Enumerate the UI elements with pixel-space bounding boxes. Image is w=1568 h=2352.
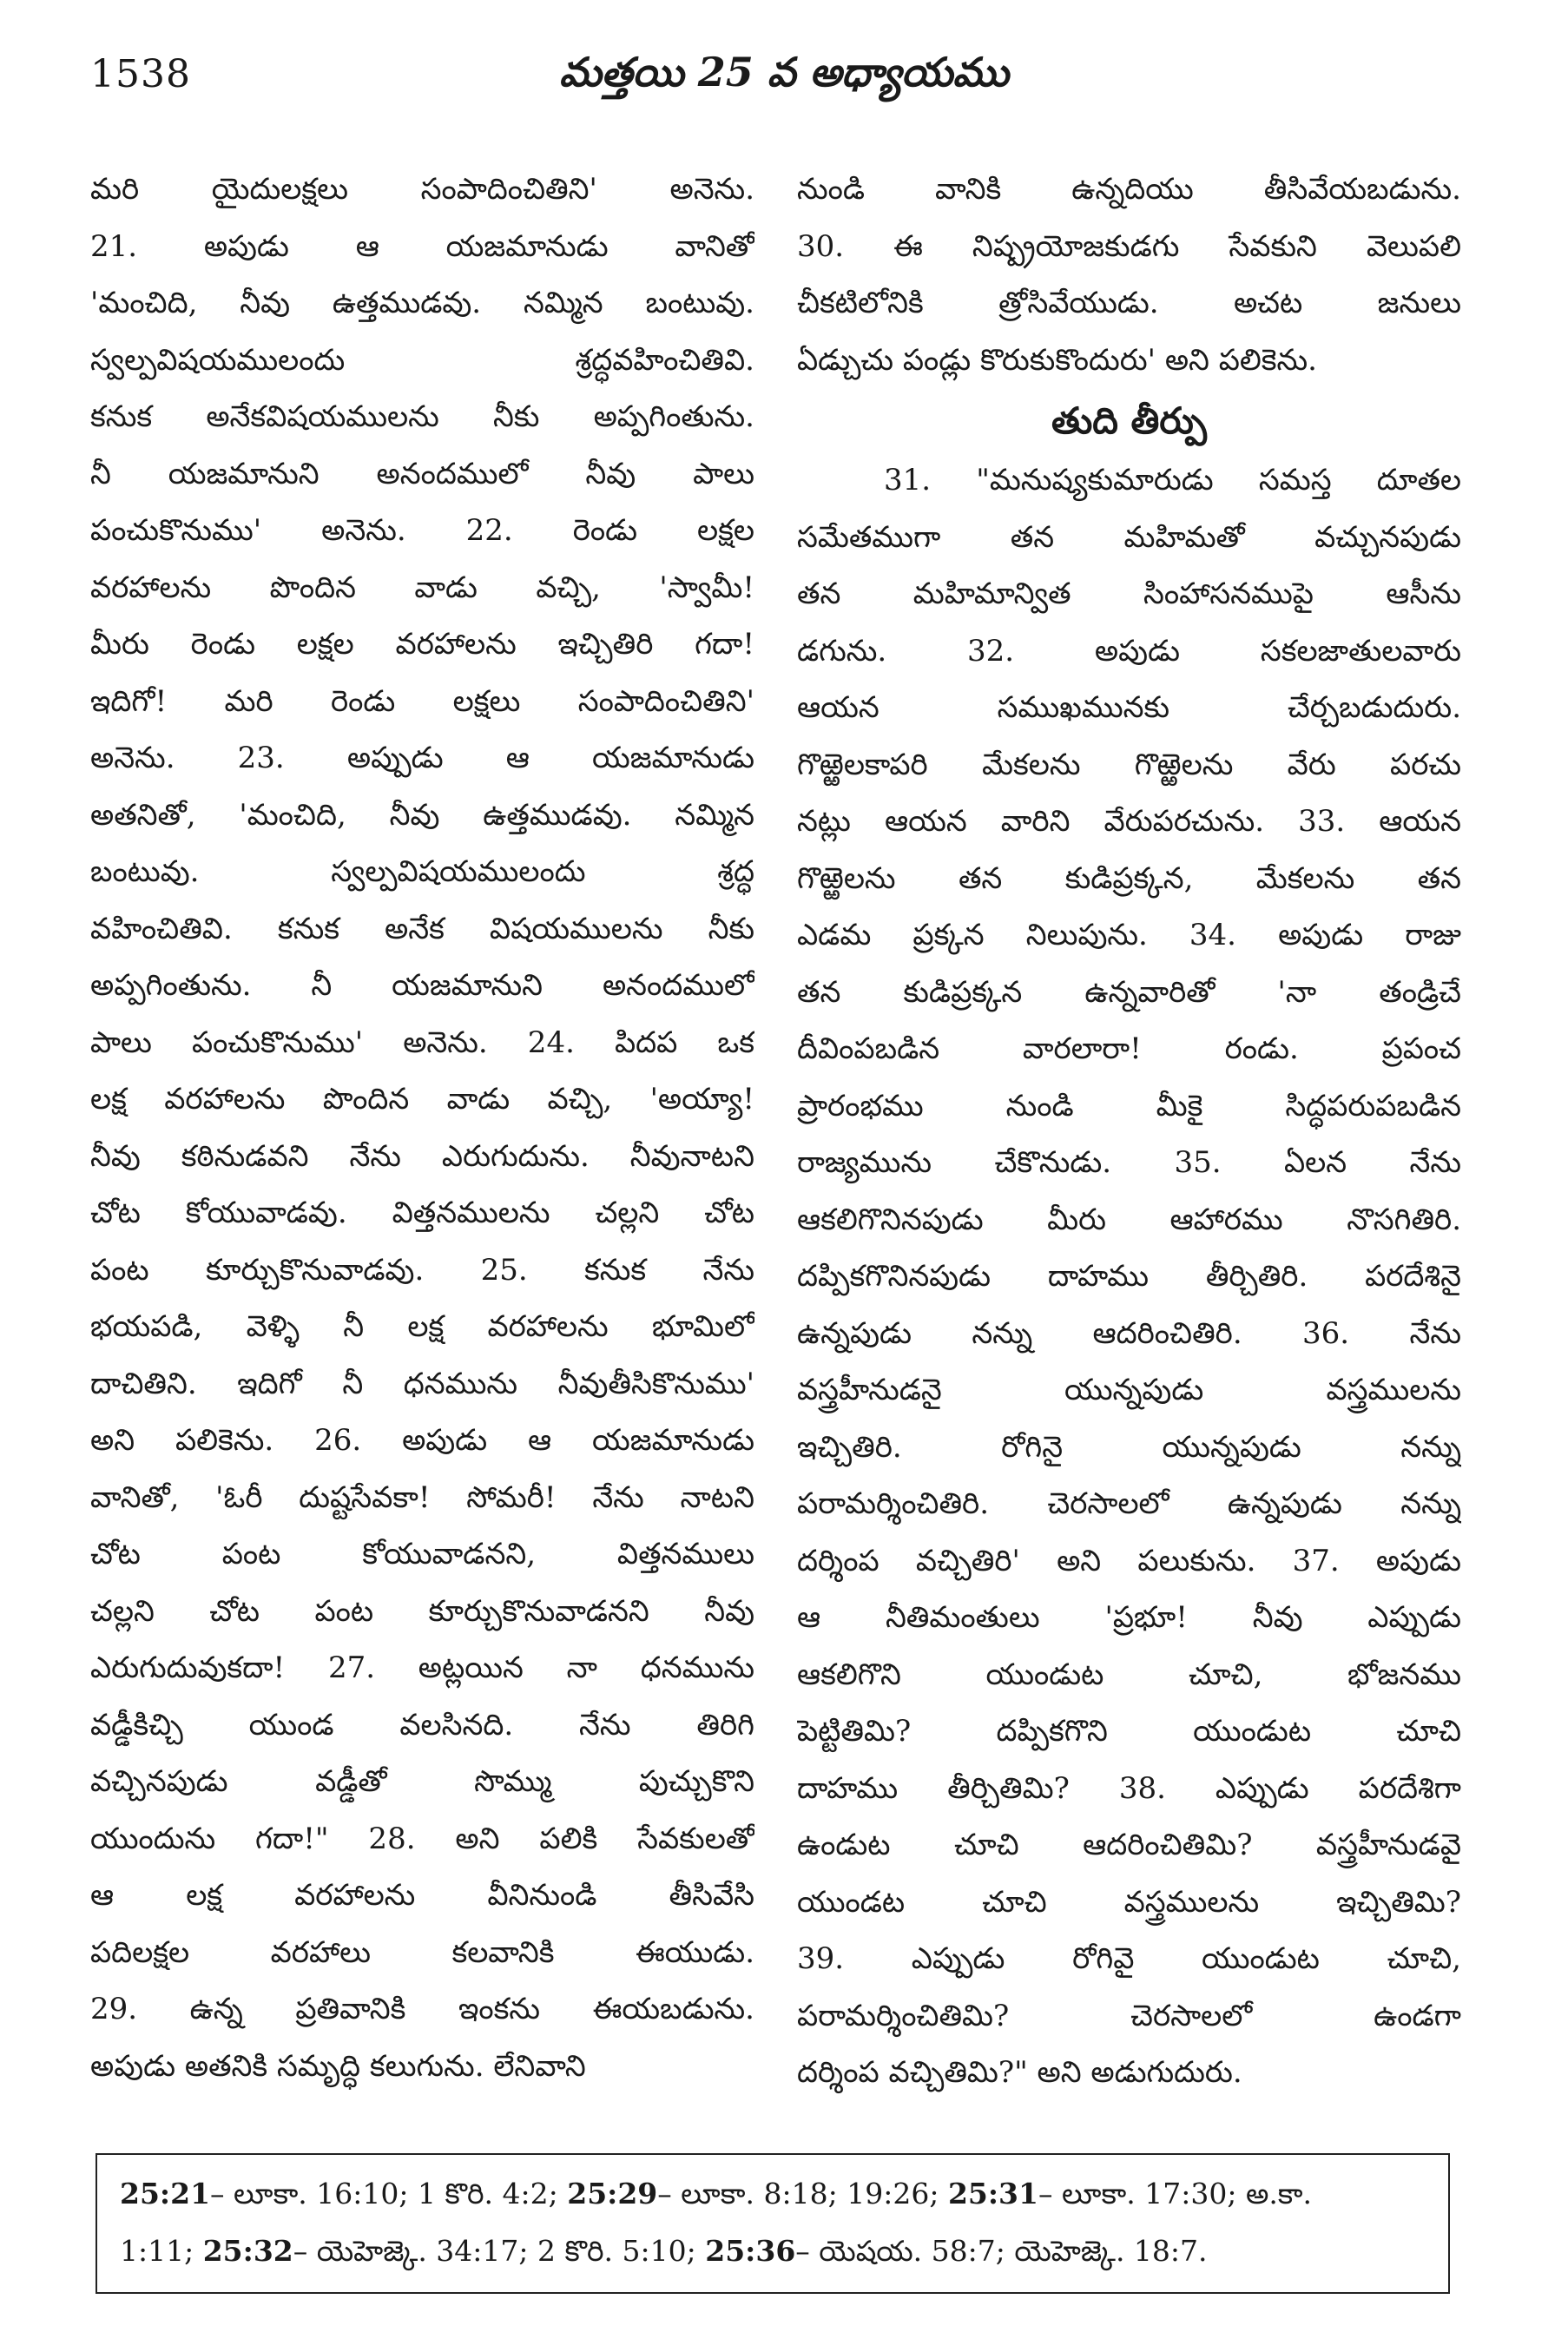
text-line: చోట కోయువాడవు. విత్తనములను చల్లని చోట xyxy=(90,1196,754,1230)
text-line: కనుక అనేకవిషయములను నీకు అప్పగింతును. xyxy=(90,399,754,434)
verse-reference: 25:21 xyxy=(120,2177,211,2210)
text-line: ఎరుగుదువుకదా! 27. అట్లయిన నా ధనమును xyxy=(90,1650,754,1685)
text-line: సమేతముగా తన మహిమతో వచ్చునపుడు xyxy=(797,519,1461,555)
text-line: 21. అపుడు ఆ యజమానుడు వానితో xyxy=(90,228,754,264)
text-line: యుండట చూచి వస్త్రములను ఇచ్చితిమి? xyxy=(797,1884,1461,1920)
text-line: చోట పంట కోయువాడనని, విత్తనములు xyxy=(90,1537,754,1571)
reference-text: – లూకా. 17:30; అ.కా. xyxy=(1038,2177,1312,2210)
text-line: అనెను. 23. అప్పుడు ఆ యజమానుడు xyxy=(90,741,754,775)
text-line: లక్ష వరహాలను పొందిన వాడు వచ్చి, 'అయ్యా! xyxy=(90,1082,754,1117)
text-line: ఇదిగో! మరి రెండు లక్షలు సంపాదించితిని' xyxy=(90,683,754,719)
text-line: వరహాలను పొందిన వాడు వచ్చి, 'స్వామీ! xyxy=(90,570,754,605)
text-line: పంట కూర్చుకొనువాడవు. 25. కనుక నేను xyxy=(90,1252,754,1288)
text-line: ఆయన సముఖమునకు చేర్చబడుదురు. xyxy=(797,690,1461,725)
verse-reference: 25:31 xyxy=(947,2177,1038,2210)
verse-reference: 25:36 xyxy=(705,2234,796,2268)
text-line: 39. ఎప్పుడు రోగివై యుండుట చూచి, xyxy=(797,1941,1461,1976)
text-line: వస్త్రహీనుడనై యున్నపుడు వస్త్రములను xyxy=(797,1373,1461,1407)
cross-reference-line xyxy=(120,2165,1426,2223)
text-line: పరామర్శించితిరి. చెరసాలలో ఉన్నపుడు నన్ను xyxy=(797,1486,1461,1521)
text-line: పరామర్శించితిమి? చెరసాలలో ఉండగా xyxy=(797,1998,1461,2033)
text-line: వహించితివి. కనుక అనేక విషయములను నీకు xyxy=(90,911,754,946)
text-line: దాహము తీర్చితిమి? 38. ఎప్పుడు పరదేశిగా xyxy=(797,1770,1461,1806)
reference-text: – లూకా. 16:10; 1 కొరి. 4:2; xyxy=(210,2177,568,2210)
page-number: 1538 xyxy=(90,52,191,96)
text-line: దాచితిని. ఇదిగో నీ ధనమును నీవుతీసికొనుము' xyxy=(90,1366,754,1401)
cross-reference-line xyxy=(120,2223,1426,2280)
right-column-bottom-lines xyxy=(797,452,1461,2102)
left-column xyxy=(90,161,754,2095)
text-line: ఇచ్చితిరి. రోగినై యున్నపుడు నన్ను xyxy=(797,1429,1461,1465)
text-line: పాలు పంచుకొనుము' అనెను. 24. పిదప ఒక xyxy=(90,1024,754,1060)
text-line: నట్లు ఆయన వారిని వేరుపరచును. 33. ఆయన xyxy=(797,804,1461,839)
text-line: మీరు రెండు లక్షల వరహాలను ఇచ్చితిరి గదా! xyxy=(90,627,754,662)
text-line: భయపడి, వెళ్ళి నీ లక్ష వరహాలను భూమిలో xyxy=(90,1309,754,1344)
right-column-top-lines xyxy=(797,161,1461,389)
text-line: దర్శింప వచ్చితిమి?" అని అడుగుదురు. xyxy=(797,2055,1242,2090)
text-line: 30. ఈ నిష్ప్రయోజకుడగు సేవకుని వెలుపలి xyxy=(797,228,1461,264)
text-line: దర్శింప వచ్చితిరి' అని పలుకును. 37. అపుడు xyxy=(797,1543,1461,1578)
text-line: ఆకలిగొని యుండుట చూచి, భోజనము xyxy=(797,1657,1461,1692)
text-line: వడ్డీకిచ్చి యుండ వలసినది. నేను తిరిగి xyxy=(90,1707,754,1743)
text-line: తన మహిమాన్విత సింహాసనముపై ఆసీను xyxy=(797,576,1461,611)
running-head: మత్తయి 25 వ అధ్యాయము xyxy=(559,49,1009,96)
text-line: చల్లని చోట పంట కూర్చుకొనువాడనని నీవు xyxy=(90,1593,754,1629)
text-line: యుందును గదా!" 28. అని పలికి సేవకులతో xyxy=(90,1821,754,1856)
text-line: అపుడు అతనికి సమృద్ధి కలుగును. లేనివాని xyxy=(90,2048,586,2084)
text-line: పెట్టితిమి? దప్పికగొని యుండుట చూచి xyxy=(797,1714,1461,1749)
text-line: వానితో, 'ఓరీ దుష్టసేవకా! సోమరీ! నేను నాటని xyxy=(90,1479,754,1515)
text-line: ఎడమ ప్రక్కన నిలుపును. 34. అపుడు రాజు xyxy=(797,918,1461,952)
right-column xyxy=(797,161,1461,2102)
section-heading: తుది తీర్పు xyxy=(1051,399,1207,442)
text-line: ఆకలిగొనినపుడు మీరు ఆహారము నొసగితిరి. xyxy=(797,1202,1461,1237)
text-line: వచ్చినపుడు వడ్డీతో సొమ్ము పుచ్చుకొని xyxy=(90,1764,754,1799)
text-line: ఏడ్చుచు పండ్లు కొరుకుకొందురు' అని పలికెను. xyxy=(797,342,1317,378)
text-line: తన కుడిప్రక్కన ఉన్నవారితో 'నా తండ్రిచే xyxy=(797,974,1461,1010)
text-line: 31. "మనుష్యకుమారుడు సమస్త దూతల xyxy=(884,463,1461,497)
text-line: నీవు కఠినుడవని నేను ఎరుగుదును. నీవునాటని xyxy=(90,1138,754,1174)
text-line: నుండి వానికి ఉన్నదియు తీసివేయబడును. xyxy=(797,172,1461,207)
text-line: చీకటిలోనికి త్రోసివేయుడు. అచట జనులు xyxy=(797,286,1461,320)
text-line: గొఱ్ఱెలకాపరి మేకలను గొఱ్ఱెలను వేరు పరచు xyxy=(797,747,1461,782)
text-line: నీ యజమానుని అనందములో నీవు పాలు xyxy=(90,456,754,491)
text-line: 29. ఉన్న ప్రతివానికి ఇంకను ఈయబడును. xyxy=(90,1992,754,2026)
text-line: దీవింపబడిన వారలారా! రండు. ప్రపంచ xyxy=(797,1031,1461,1066)
reference-text: – లూకా. 8:18; 19:26; xyxy=(657,2177,948,2210)
text-line: ఆ లక్ష వరహాలను వీనినుండి తీసివేసి xyxy=(90,1878,754,1913)
text-line: అని పలికెను. 26. అపుడు ఆ యజమానుడు xyxy=(90,1423,754,1458)
text-line: ఆ నీతిమంతులు 'ప్రభూ! నీవు ఎప్పుడు xyxy=(797,1600,1461,1635)
text-line: మరి యైదులక్షలు సంపాదించితిని' అనెను. xyxy=(90,172,754,207)
text-line: ఉన్నపుడు నన్ను ఆదరించితిరి. 36. నేను xyxy=(797,1315,1461,1351)
text-line: అతనితో, 'మంచిది, నీవు ఉత్తముడవు. నమ్మిన xyxy=(90,797,754,833)
text-line: పంచుకొనుము' అనెను. 22. రెండు లక్షల xyxy=(90,513,754,548)
reference-text: – యెషయ. 58:7; యెహెజ్కె. 18:7. xyxy=(795,2234,1208,2268)
text-line: దప్పికగొనినపుడు దాహము తీర్చితిరి. పరదేశినై xyxy=(797,1259,1461,1294)
reference-text: – యెహెజ్కె. 34:17; 2 కొరి. 5:10; xyxy=(293,2234,706,2268)
verse-reference: 25:29 xyxy=(567,2177,658,2210)
text-line: ఉండుట చూచి ఆదరించితిమి? వస్త్రహీనుడవై xyxy=(797,1828,1461,1862)
verse-reference: 25:32 xyxy=(202,2234,293,2268)
text-line: డగును. 32. అపుడు సకలజాతులవారు xyxy=(797,633,1461,669)
reference-text: 1:11; xyxy=(120,2234,203,2268)
text-line: 'మంచిది, నీవు ఉత్తముడవు. నమ్మిన బంటువు. xyxy=(90,286,754,320)
text-line: బంటువు. స్వల్పవిషయములందు శ్రద్ధ xyxy=(90,854,754,889)
text-line: అప్పగింతును. నీ యజమానుని అనందములో xyxy=(90,968,754,1003)
text-line: రాజ్యమును చేకొనుడు. 35. ఏలన నేను xyxy=(797,1145,1461,1180)
text-line: ప్రారంభము నుండి మీకై సిద్ధపరుపబడిన xyxy=(797,1088,1461,1123)
cross-references-box xyxy=(96,2153,1450,2294)
text-line: పదిలక్షల వరహాలు కలవానికి ఈయుడు. xyxy=(90,1934,754,1970)
text-line: స్వల్పవిషయములందు శ్రద్ధవహించితివి. xyxy=(90,342,754,378)
text-line: గొఱ్ఱెలను తన కుడిప్రక్కన, మేకలను తన xyxy=(797,860,1461,896)
